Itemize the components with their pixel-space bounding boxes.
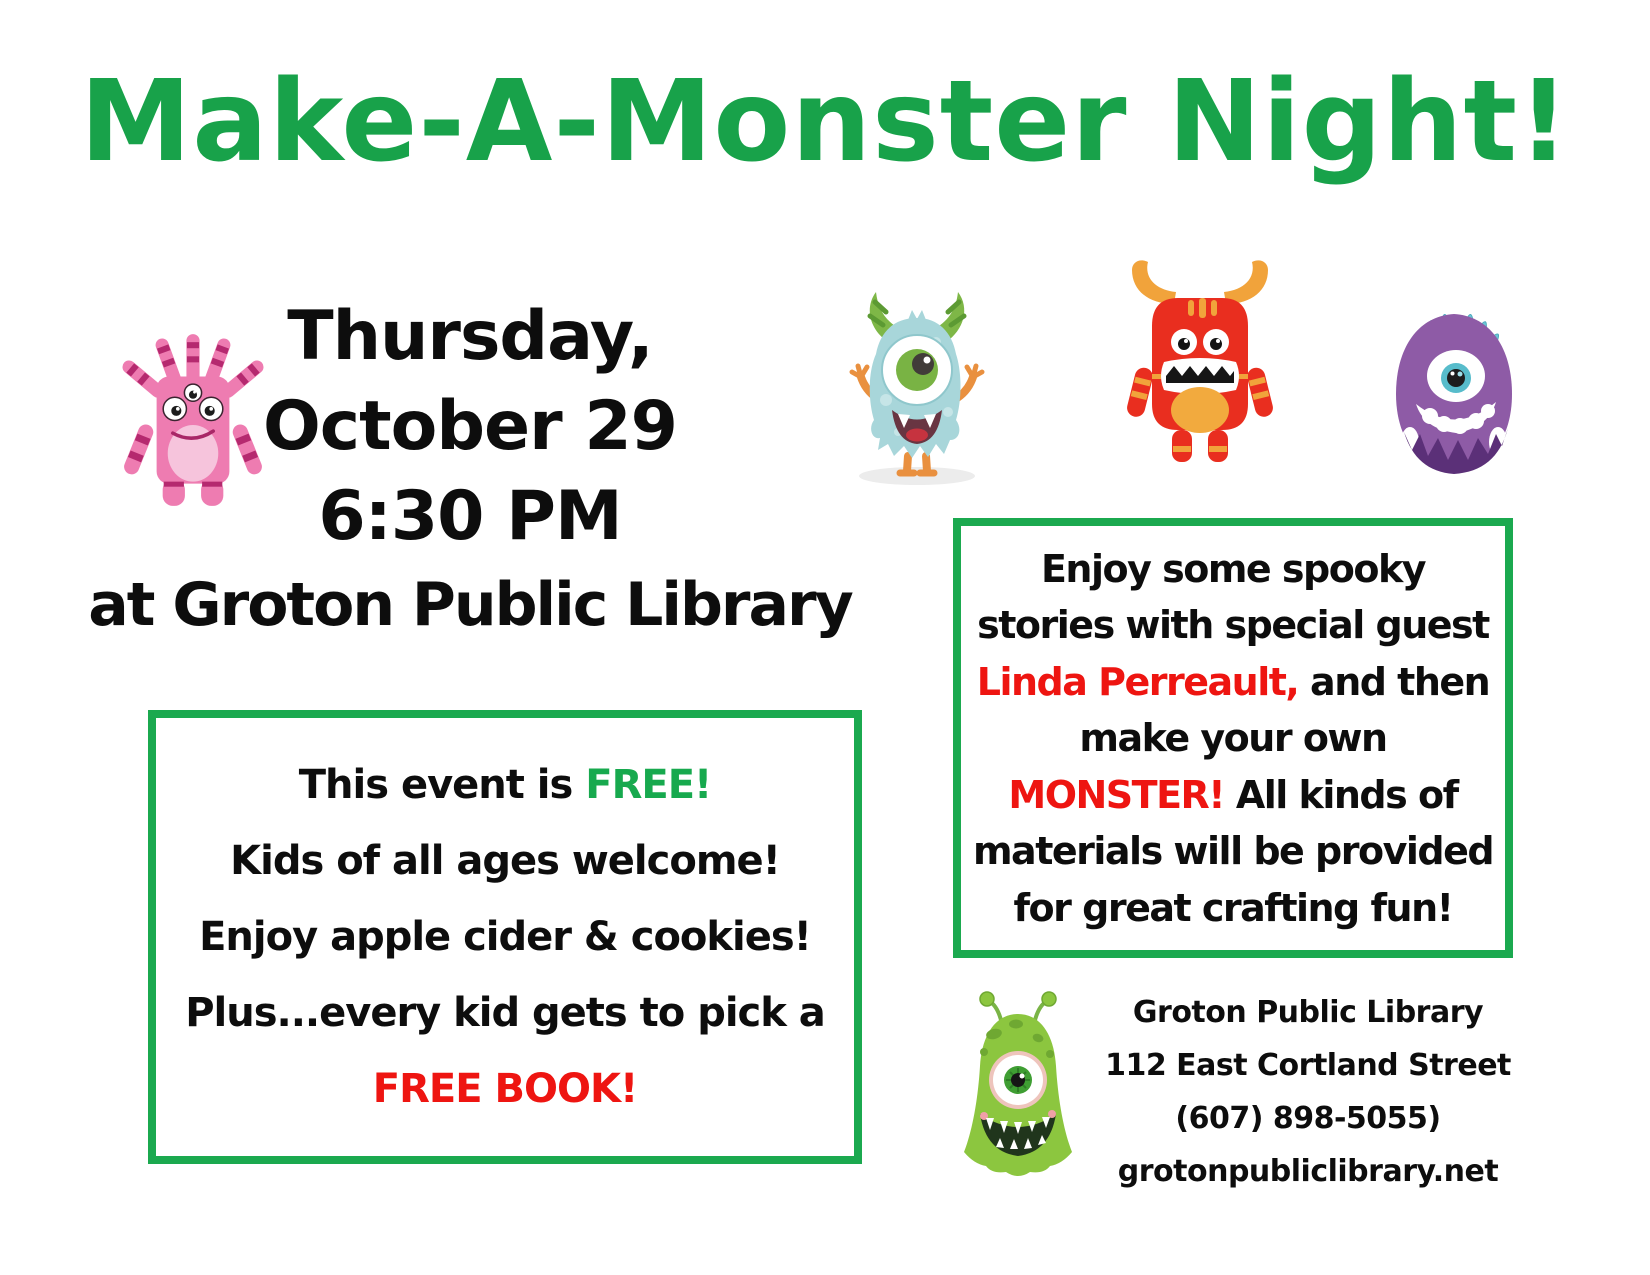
text-line <box>977 660 1489 704</box>
description-box <box>953 518 1513 958</box>
text-segment: make your own <box>1079 716 1387 760</box>
text-segment: stories with special guest <box>977 603 1489 647</box>
text-line <box>1041 547 1425 591</box>
text-segment: Enjoy apple cider & cookies! <box>199 914 811 960</box>
text-line <box>199 914 811 960</box>
event-day: Thursday, <box>287 297 653 376</box>
text-segment: for great crafting fun! <box>1013 885 1453 930</box>
contact-address: 112 East Cortland Street <box>1105 1048 1511 1083</box>
text-line <box>1014 886 1453 930</box>
text-segment: MONSTER! <box>1008 772 1225 817</box>
contact-website: grotonpubliclibrary.net <box>1117 1154 1499 1189</box>
event-date: October 29 <box>263 387 677 466</box>
text-segment: materials will be provided <box>972 829 1494 873</box>
contact-library-name: Groton Public Library <box>1132 995 1484 1030</box>
text-segment: Linda Perreault, <box>976 659 1299 704</box>
text-line <box>973 829 1493 873</box>
blue-monster-icon <box>828 280 1006 488</box>
contact-info <box>1093 986 1523 1198</box>
text-line <box>977 603 1489 647</box>
text-segment: Plus...every kid gets to pick a <box>185 990 825 1036</box>
details-box <box>148 710 862 1164</box>
text-line <box>373 1066 637 1112</box>
text-line <box>1008 773 1457 817</box>
event-datetime <box>30 292 910 648</box>
event-time: 6:30 PM <box>318 477 622 556</box>
green-monster-icon <box>948 988 1088 1195</box>
text-segment: Kids of all ages welcome! <box>230 838 780 884</box>
text-segment: and then <box>1298 659 1490 704</box>
text-segment: Enjoy some spooky <box>1040 546 1426 591</box>
text-line <box>299 762 712 808</box>
purple-monster-icon <box>1370 300 1538 492</box>
contact-phone: (607) 898-5055) <box>1175 1101 1441 1136</box>
page-title: Make-A-Monster Night! <box>79 57 1571 187</box>
event-location: at Groton Public Library <box>88 570 852 640</box>
text-segment: All kinds of <box>1224 772 1458 817</box>
text-segment: This event is <box>298 762 586 808</box>
text-line <box>185 990 825 1036</box>
text-line <box>230 838 780 884</box>
red-monster-icon <box>1108 258 1273 473</box>
text-segment: FREE! <box>585 762 712 808</box>
text-line <box>1079 716 1386 760</box>
text-segment: FREE BOOK! <box>372 1066 638 1112</box>
